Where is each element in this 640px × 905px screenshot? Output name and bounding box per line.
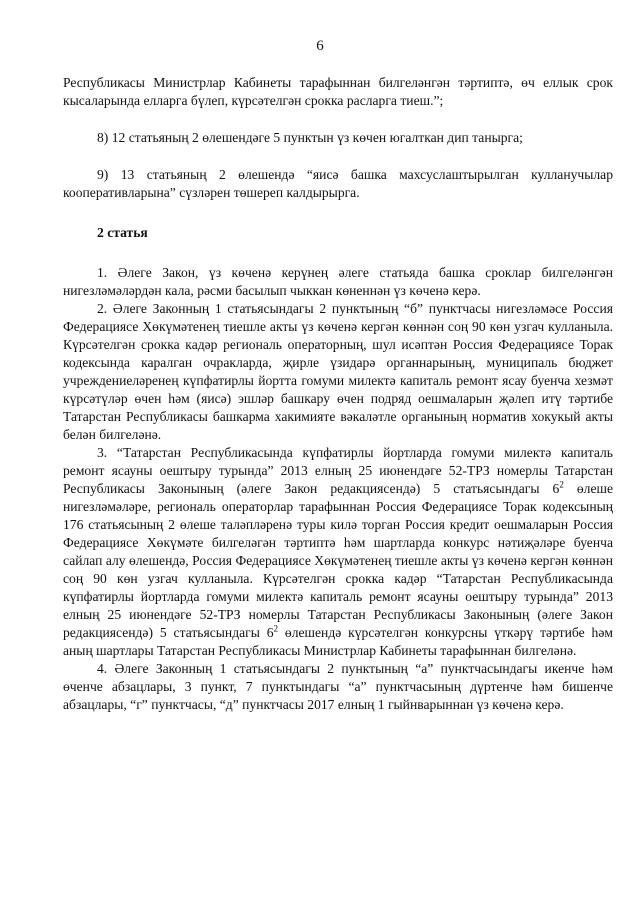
paragraph-4: 4. Әлеге Законның 1 статьясындагы 2 пунктының “а” пунктчасындагы икенче һәм өченче абзацлары, 3 пункт, 7 пунктындагы “а” пунктчасының дүртенче һәм бишенче абзацлары, “г” пунктчасы, “д” пунктчасы 2017 елның 1 гыйнварыннан үз көченә керә. [63, 661, 613, 712]
item-9-paragraph: 9) 13 статьяның 2 өлешендә “яисә башка махсуслаштырылган кулланучылар кооперативларына” сүзләрен төшереп калдырырга. [63, 167, 613, 200]
paragraph-3-part-b: өлеше нигезләмәләре, региональ операторлар тарафыннан Россия Федерациясе Торак кодексының 176 статьясының 2 өлеше таләпләренә туры килә торган Россия кредит оешмаларын Россия Федерациясе Хөкүмәте билгеләгән тәртиптә һәм шартларда конкурс нәтиҗәләре буенча сайлап алу өлешендә, Россия Федерациясе Хөкүмәтенең тиешле акты үз көченә кергән көннән соң 90 көн узгач кулланыла. Күрсәтелгән срокка кадәр “Татарстан Республикасында күпфатирлы йортларда гомуми милектә капиталь ремонт ясауны оештыру турында” 2013 елның 25 июнендәге 52-ТРЗ номерлы Татарстан Республикасы Законының (әлеге Закон редакциясендә) 5 статьясындагы 6 [63, 481, 613, 640]
intro-paragraph: Республикасы Министрлар Кабинеты тарафыннан билгеләнгән тәртиптә, өч еллык срок кысаларында елларга бүлеп, күрсәтелгән срокка расларга тиеш.”; [63, 75, 613, 108]
paragraph-2: 2. Әлеге Законның 1 статьясындагы 2 пунктының “б” пунктчасы нигезләмәсе Россия Федерациясе Хөкүмәтенең тиешле акты үз көченә кергән көннән соң 90 көн узгач кулланыла. Күрсәтелгән срокка кадәр региональ операторның, шул исәптән Россия Федерациясе Торак кодексында каралган очракларда, җирле үзидарә органнарының, муниципаль бюджет учреждениеләренең күпфатирлы йортта гомуми милектә капиталь ремонт ясау буенча хезмәт күрсәтүләр өчен һәм (яисә) эшләр башкару өчен подряд оешмаларын җәлеп итү тәртибе Татарстан Республикасы башкарма хакимияте вәкаләтле органының норматив хокукый акты белән билгеләнә. [63, 301, 613, 442]
paragraph-3-part-c: өлешендә күрсәтелгән конкурсны үткәрү тәртибе һәм аның шартлары Татарстан Республикасы Министрлар Кабинеты тарафыннан билгеләнә. [63, 625, 613, 658]
paragraph-3 [63, 444, 613, 660]
superscript-1: 2 [559, 479, 564, 490]
document-body [63, 74, 613, 714]
item-8-paragraph: 8) 12 статьяның 2 өлешендәге 5 пунктын үз көчен югалткан дип танырга; [97, 130, 523, 145]
paragraph-1: 1. Әлеге Закон, үз көченә керүнең әлеге статьяда башка сроклар билгеләнгән нигезләмәләрдән кала, рәсми басылып чыккан көненнән үз көченә керә. [63, 265, 613, 298]
superscript-2: 2 [273, 623, 279, 634]
page-number: 6 [316, 38, 324, 54]
paragraph-3-part-a: 3. “Татарстан Республикасында күпфатирлы йортларда гомуми милектә капиталь ремонт ясауны оештыру турында” 2013 елның 25 июнендәге 52-ТРЗ номерлы Татарстан Республикасы Законының (әлеге Закон редакциясендә) 5 статьясындагы 6 [63, 445, 613, 496]
article-heading: 2 статья [97, 225, 148, 240]
